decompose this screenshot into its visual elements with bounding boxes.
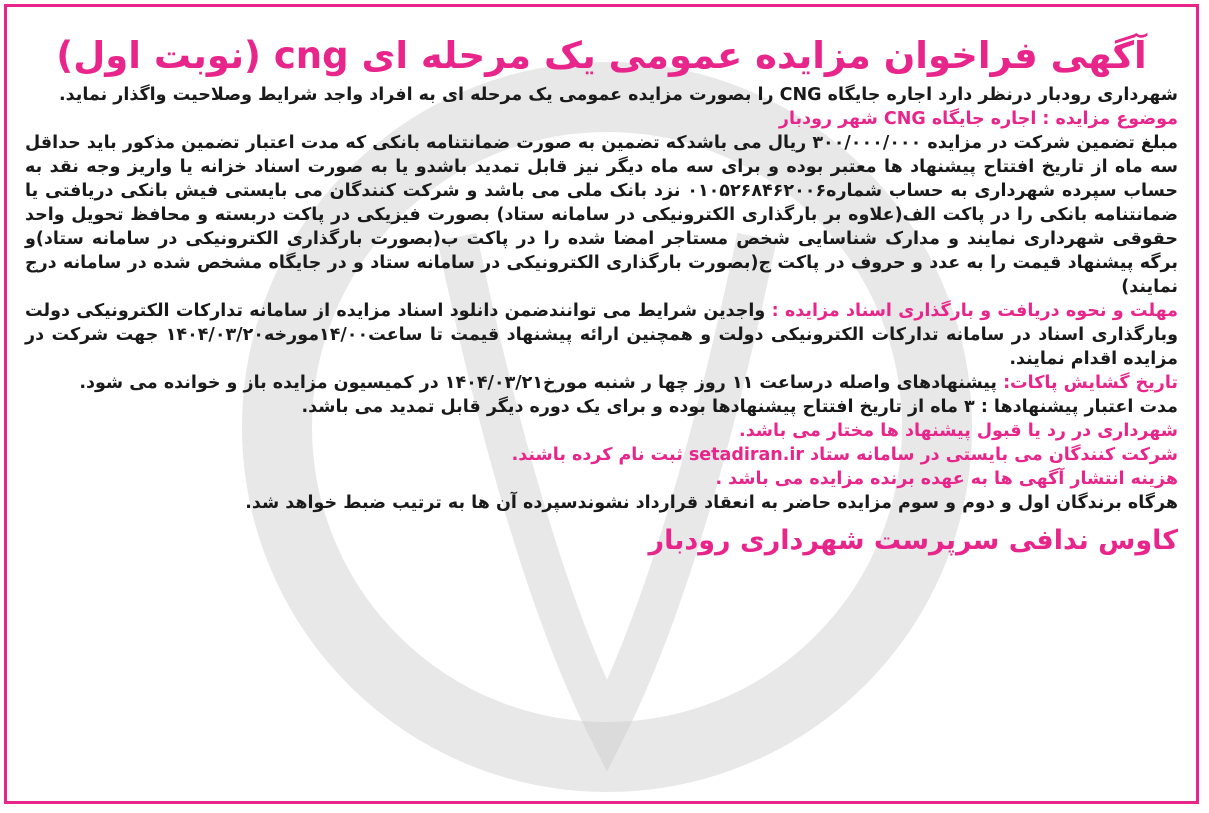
notice-body [25,33,1178,561]
guarantee-paragraph: مبلغ تضمین شرکت در مزایده ۳۰۰/۰۰۰/۰۰۰ ریال می باشدکه تضمین به صورت ضمانتنامه بانکی که مدت اعتبار تضمین مذکور باید حداقل سه ماه از تاریخ افتتاح پیشنهاد ها معتبر بوده و برای سه ماه دیگر نیز قابل تمدید باشدو یا به صورت اسناد خزانه یا واریز وجه نقد به حساب سپرده شهرداری به حساب شماره۰۱۰۵۲۶۸۴۶۲۰۰۶ نزد بانک ملی می باشد و شرکت کنندگان می بایستی فیش بانکی دریافتی یا ضمانتنامه بانکی را در پاکت الف(علاوه بر بارگذاری الکترونیکی در سامانه ستاد) بصورت فیزیکی در پاکت دربسته و محافظ تحویل واحد حقوقی شهرداری نمایند و مدارک شناسایی شخص مستاجر امضا شده را در پاکت ب(بصورت بارگذاری الکترونیکی در سامانه ستاد)و برگه پیشنهاد قیمت را به عدد و حروف در پاکت ج(بصورت بارگذاری الکترونیکی در سامانه ستاد و در جایگاه مشخص شده در سامانه درج نمایند) [25,133,1179,297]
register-note: شرکت کنندگان می بایستی در سامانه ستاد setadiran.ir ثبت نام کرده باشند. [511,445,1178,465]
reject-note: شهرداری در رد یا قبول پیشنهاد ها مختار می باشد. [739,421,1178,441]
notice-title: آگهی فراخوان مزایده عمومی یک مرحله ای cng (نوبت اول) [56,34,1147,77]
auction-subject: موضوع مزایده : اجاره جایگاه CNG شهر رودبار [778,109,1178,129]
notice-frame [4,4,1199,804]
opening-text: پیشنهادهای واصله درساعت ۱۱ روز چها ر شنبه مورخ۱۴۰۴/۰۳/۲۱ در کمیسیون مزایده باز و خوانده می شود. [79,373,997,393]
signature: کاوس ندافی سرپرست شهرداری رودبار [648,525,1178,556]
deadline-text: واجدین شرایط می توانندضمن دانلود اسناد مزایده از سامانه تدارکات الکترونیکی دولت وبارگذاری اسناد در سامانه تدارکات الکترونیکی دولت و همچنین ارائه پیشنهاد قیمت تا ساعت۱۴/۰۰مورخه۱۴۰۴/۰۳/۲۰ جهت شرکت در مزایده اقدام نمایند. [25,301,1178,369]
deadline-paragraph [25,299,1178,371]
cost-note: هزینه انتشار آگهی ها به عهده برنده مزایده می باشد . [715,469,1178,489]
intro-paragraph: شهرداری رودبار درنظر دارد اجاره جایگاه CNG را بصورت مزایده عمومی یک مرحله ای به افراد واجد شرایط وصلاحیت واگذار نماید. [59,85,1178,105]
opening-paragraph [25,371,1178,395]
winners-note: هرگاه برندگان اول و دوم و سوم مزایده حاضر به انعقاد قرارداد نشوندسپرده آن ها به ترتیب ضبط خواهد شد. [245,493,1178,513]
deadline-label: مهلت و نحوه دریافت و بارگذاری اسناد مزایده : [771,301,1179,321]
opening-label: تاریخ گشایش پاکات: [1003,373,1178,393]
validity-paragraph: مدت اعتبار پیشنهادها : ۳ ماه از تاریخ افتتاح پیشنهادها بوده و برای یک دوره دیگر قابل تمدید می باشد. [301,397,1178,417]
